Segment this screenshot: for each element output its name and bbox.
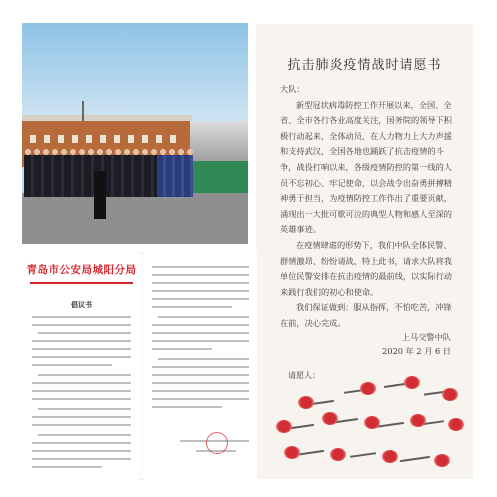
red-fingerprint [404,376,420,389]
window [156,135,162,143]
window [114,135,120,143]
text-line [32,340,131,342]
officers-photo [22,23,248,244]
stadium [190,121,248,165]
text-line [32,398,131,400]
petition-salutation: 大队： [280,84,305,94]
petition-paragraph: 在疫情肆虐的形势下，我们中队全体民警、群情激昂、纷纷请战，特上此书，请求大队将我单位民警安排在抗击疫情的最前线，以实际行动来践行我们的初心和使命。 [280,239,452,297]
text-line [152,298,249,300]
text-line [158,316,249,318]
petition-paragraph: 新型冠状病毒防控工作开展以来，全国、全省、全市各行各业高度关注，国务院的领导下积极行动起来，全体动员，在人力物力上大力声援和支持武汉，全国各地也踊跃了抗击疫情的斗争，战役打响以来，各级疫情防控的第一线的人员不忘初心、牢记使命，以会战令出奋勇拼搏精神勇于担当，为疫情防控工作作出了重要贡献，涌现出一大批可歌可泣的典型人物和感人至深的英雄事迹。 [280,99,452,235]
red-fingerprint [364,416,380,429]
text-line [38,374,131,376]
text-line [32,416,131,418]
text-line [152,290,249,292]
window [100,135,106,143]
text-line [152,406,222,408]
window [128,135,134,143]
official-stamp [206,432,228,454]
text-line [32,458,131,460]
text-line [152,374,249,376]
text-line [38,332,131,334]
red-fingerprint [276,420,292,433]
text-line [32,450,131,452]
officers-group-blue [157,155,193,197]
text-line [32,424,131,426]
text-line [152,324,249,326]
handwritten-petition [256,24,473,479]
text-line [152,348,212,350]
text-line [152,382,249,384]
flagpole [82,101,84,121]
signature [400,456,430,462]
petition-paragraph: 我们保证做到：服从指挥，不怕吃苦，冲锋在前，决心完成。 [280,302,452,328]
letter-page-left [24,252,139,480]
red-fingerprint [284,446,300,459]
window [30,135,36,143]
text-line [152,274,249,276]
text-line [152,390,249,392]
text-line [38,408,131,410]
text-line [152,366,249,368]
text-line [32,316,131,318]
petition-signature-block [382,330,451,358]
printed-letter [24,252,257,480]
text-line [32,348,131,350]
petition-signer: 上马交警中队 [401,332,451,342]
text-line [38,434,131,436]
signatures-label: 请愿人： [288,371,320,380]
text-line [32,382,131,384]
text-line [152,306,232,308]
red-fingerprint [322,412,338,425]
red-fingerprint [410,414,426,427]
red-fingerprint [330,448,346,461]
petition-date: 2020 年 2 月 6 日 [382,346,451,356]
text-line [32,390,131,392]
letterhead-title: 青岛市公安局城阳分局 [26,264,137,276]
red-fingerprint [434,454,450,467]
text-line [152,282,249,284]
signature [350,452,376,458]
red-fingerprint [448,418,464,431]
window [170,135,176,143]
letterhead-rule [30,282,133,284]
text-line [32,324,131,326]
text-line [32,442,131,444]
red-fingerprint [298,396,314,409]
window [86,135,92,143]
petition-body [280,82,456,332]
text-line [32,466,102,468]
text-line [158,358,249,360]
window [142,135,148,143]
red-fingerprint [442,388,458,401]
window [58,135,64,143]
text-line [152,332,249,334]
sky [22,23,248,121]
letter-doc-title: 倡议书 [71,300,92,309]
text-line [32,364,112,366]
letter-page-right [144,252,257,480]
ground [22,193,248,244]
text-line [32,356,131,358]
signatures-area [264,362,469,479]
petition-title: 抗击肺炎疫情战时请愿书 [287,58,442,73]
window [72,135,78,143]
officer-in-front [94,171,106,219]
red-fingerprint [382,450,398,463]
text-line [152,340,249,342]
red-fingerprint [360,382,376,395]
text-line [152,398,249,400]
window [44,135,50,143]
text-line [152,266,249,268]
